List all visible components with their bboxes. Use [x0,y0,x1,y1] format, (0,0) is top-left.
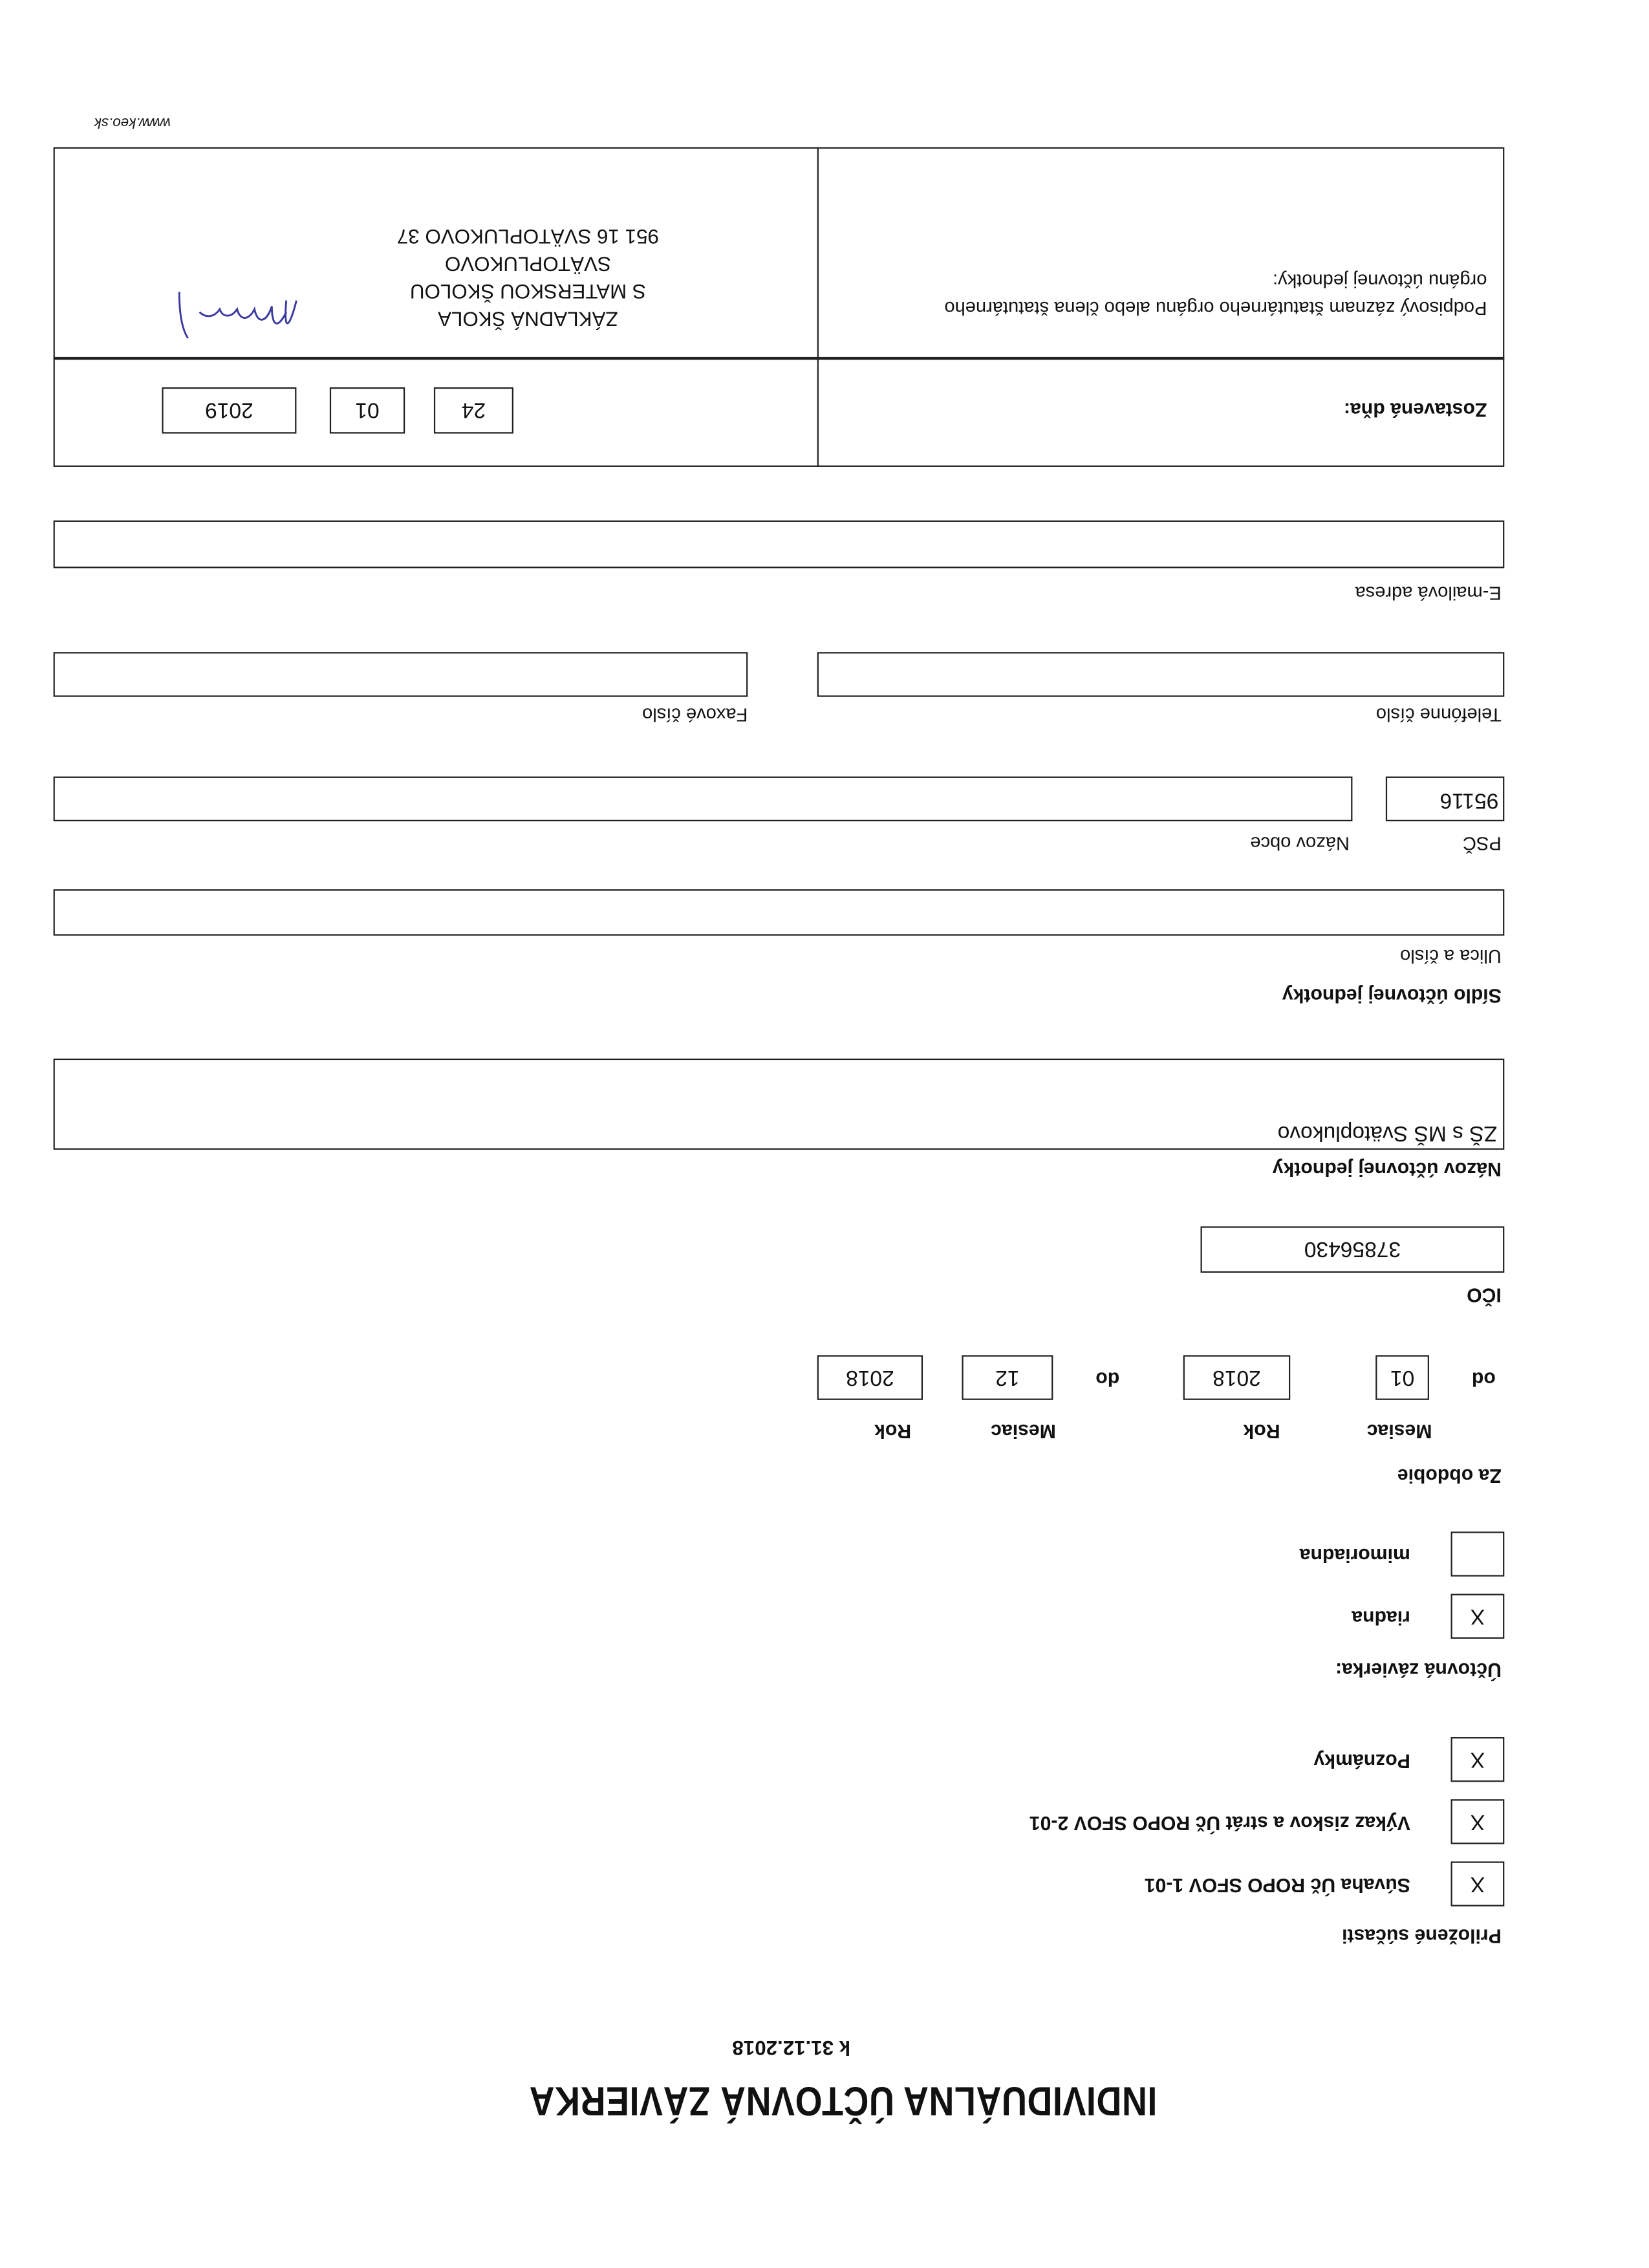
compiled-year-field[interactable]: 2019 [162,387,296,434]
attachment-label-income: Výkaz ziskov a strát Úč ROPO SFOV 2-01 [1029,1812,1410,1834]
closing-label-regular: riadna [1352,1606,1410,1629]
town-label: Názov obce [1250,832,1350,855]
period-to-year-label: Rok [874,1420,912,1442]
school-stamp [332,222,723,332]
period-to-month-field[interactable]: 12 [962,1355,1053,1399]
closing-checkbox-regular[interactable]: X [1451,1594,1505,1639]
seat-heading: Sídlo účtovnej jednotky [1282,984,1502,1007]
compiled-date-label: Zostavená dňa: [1343,398,1487,421]
attachment-label-notes: Poznámky [1313,1750,1410,1772]
page-title: INDIVIDUÁLNA ÚČTOVNÁ ZÁVIERKA [529,2078,1158,2124]
period-from-month-label: Mesiac [1366,1420,1432,1442]
period-to-label: do [1095,1368,1120,1390]
closing-type-heading: Účtovná závierka: [1335,1659,1502,1681]
street-field[interactable] [54,889,1505,936]
fax-label: Faxové číslo [642,704,748,726]
entity-name-field[interactable]: ZŠ s MŠ Svätoplukovo [54,1059,1505,1150]
psc-field[interactable]: 95116 [1386,777,1504,821]
period-from-label: od [1471,1368,1496,1390]
phone-label: Telefónne číslo [1375,704,1502,726]
signature-label: Podpisový záznam štatutárneho orgánu alebo člena štatutárneho orgánu účtovnej jednotky: [944,270,1487,319]
email-field[interactable] [54,521,1505,568]
handwritten-signature [159,286,304,343]
attachment-checkbox-balance[interactable]: X [1451,1861,1505,1906]
closing-checkbox-extraordinary[interactable] [1451,1531,1505,1576]
period-from-year-label: Rok [1243,1420,1280,1442]
period-heading: Za obdobie [1397,1465,1502,1487]
period-to-month-label: Mesiac [991,1420,1056,1442]
attachment-label-balance: Súvaha Úč ROPO SFOV 1-01 [1144,1874,1410,1897]
period-from-year-field[interactable]: 2018 [1183,1355,1291,1399]
stamp-line: S MATERSKOU ŠKOLOU [409,280,646,304]
town-field[interactable] [54,777,1353,821]
psc-label: PSČ [1463,832,1502,855]
table-row-divider [54,358,1505,360]
attachments-heading: Priložené súčasti [1342,1925,1502,1947]
stamp-line: SVÄTOPLUKOVO [444,252,611,276]
closing-label-extraordinary: mimoriadna [1299,1544,1410,1567]
street-label: Ulica a číslo [1400,945,1502,967]
attachment-checkbox-income[interactable]: X [1451,1799,1505,1844]
footer-url: www.keo.sk [94,114,171,130]
entity-name-label: Názov účtovnej jednotky [1272,1158,1502,1180]
ico-label: IČO [1467,1284,1502,1306]
table-column-divider [817,147,819,467]
period-from-month-field[interactable]: 01 [1375,1355,1429,1399]
page-subtitle: k 31.12.2018 [732,2036,851,2060]
fax-field[interactable] [54,652,748,697]
email-label: E-mailová adresa [1355,582,1502,605]
stamp-line: ZÁKLADNÁ ŠKOLA [438,307,618,331]
compiled-month-field[interactable]: 01 [330,387,405,434]
period-to-year-field[interactable]: 2018 [817,1355,923,1399]
stamp-line: 951 16 SVÄTOPLUKOVO 37 [396,225,659,249]
ico-field[interactable]: 37856430 [1201,1226,1505,1273]
attachment-checkbox-notes[interactable]: X [1451,1737,1505,1782]
phone-field[interactable] [817,652,1505,697]
compiled-day-field[interactable]: 24 [434,387,513,434]
